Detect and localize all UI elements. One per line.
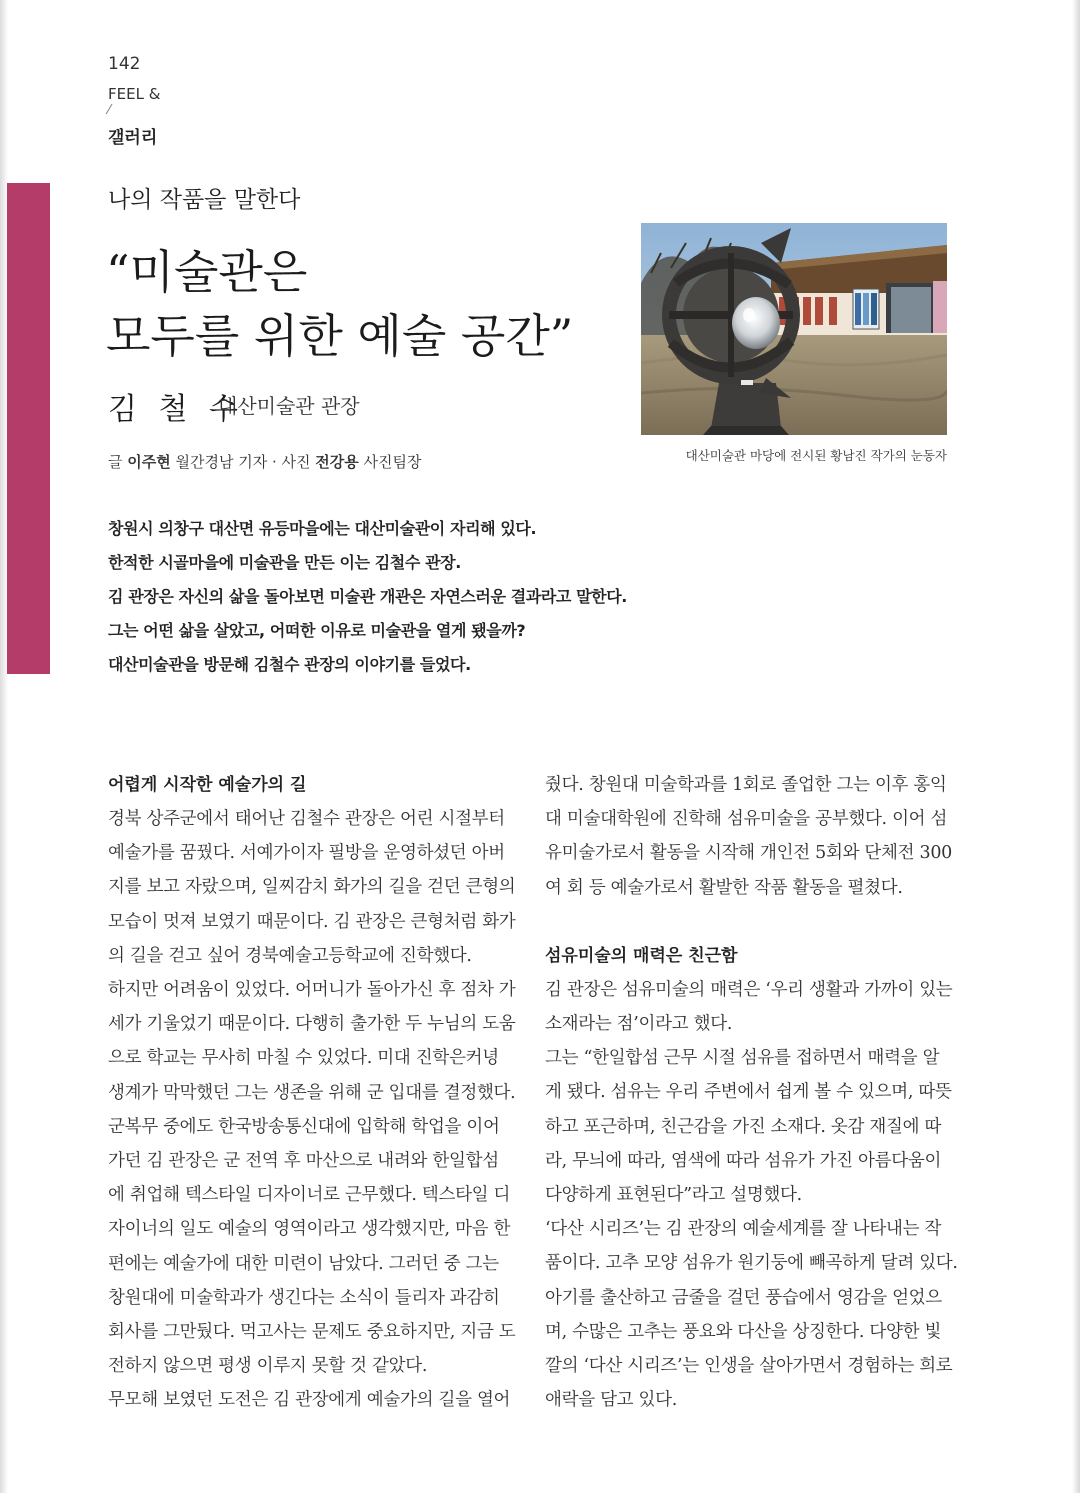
photo-caption: 대산미술관 마당에 전시된 황남진 작가의 눈동자	[685, 448, 947, 463]
article-title-line-1: “미술관은	[106, 245, 308, 299]
body-line: 대 미술대학원에 진학해 섬유미술을 공부했다. 이어 섬	[545, 809, 948, 830]
lead-line: 대산미술관을 방문해 김철수 관장의 이야기를 들었다.	[108, 655, 471, 674]
article-title	[106, 240, 573, 368]
person-role: 대산미술관 관장	[218, 394, 360, 418]
body-line: 경북 상주군에서 태어난 김철수 관장은 어린 시절부터	[108, 809, 505, 829]
body-line: 세가 기울었기 때문이다. 다행히 출가한 두 누님의 도움	[108, 1014, 516, 1035]
body-line: 창원대에 미술학과가 생긴다는 소식이 들리자 과감히	[108, 1287, 500, 1308]
page-edge-right	[1072, 0, 1080, 1493]
body-line: 품이다. 고추 모양 섬유가 원기둥에 빼곡하게 달려 있다.	[545, 1253, 958, 1274]
accent-bar	[7, 183, 50, 674]
paragraph-gap	[545, 905, 947, 939]
body-line: 애락을 담고 있다.	[545, 1390, 678, 1411]
article-kicker: 나의 작품을 말한다	[108, 187, 301, 213]
body-line: 의 길을 걷고 싶어 경북예술고등학교에 진학했다.	[108, 945, 472, 966]
body-line: 가던 김 관장은 군 전역 후 마산으로 내려와 한일합섬	[108, 1151, 499, 1172]
body-line: 유미술가로서 활동을 시작해 개인전 5회와 단체전 300	[545, 843, 953, 864]
body-line: 게 됐다. 섬유는 우리 주변에서 쉽게 볼 수 있으며, 따뜻	[545, 1082, 952, 1103]
body-line: 모습이 멋져 보였기 때문이다. 김 관장은 큰형처럼 화가	[108, 911, 516, 932]
section-divider: ⁄	[108, 103, 111, 118]
body-line: 하고 포근하며, 친근감을 가진 소재다. 옷감 재질에 따	[545, 1116, 942, 1137]
body-line: 깔의 ‘다산 시리즈’는 인생을 살아가면서 경험하는 희로	[545, 1356, 953, 1377]
body-line: 군복무 중에도 한국방송통신대에 입학해 학업을 이어	[108, 1116, 500, 1137]
body-line: 에 취업해 텍스타일 디자이너로 근무했다. 텍스타일 디	[108, 1185, 511, 1206]
credit-writer-name: 이주현	[127, 453, 171, 471]
body-line: 다양하게 표현된다”라고 설명했다.	[545, 1185, 802, 1206]
lead-line: 한적한 시골마을에 미술관을 만든 이는 김철수 관장.	[108, 553, 461, 572]
article-lead	[108, 512, 668, 682]
credit-writer-role: 월간경남 기자 · 사진	[170, 453, 316, 471]
body-line: 회사를 그만뒀다. 먹고사는 문제도 중요하지만, 지금 도	[108, 1322, 516, 1343]
body-line: 며, 수많은 고추는 풍요와 다산을 상징한다. 다양한 빛	[545, 1321, 942, 1342]
lead-line: 그는 어떤 삶을 살았고, 어떠한 이유로 미술관을 열게 됐을까?	[108, 621, 526, 640]
body-line: ‘다산 시리즈’는 김 관장의 예술세계를 잘 나타내는 작	[545, 1219, 942, 1240]
credit-writer-prefix: 글	[108, 453, 128, 471]
body-line: 무모해 보였던 도전은 김 관장에게 예술가의 길을 열어	[108, 1390, 511, 1411]
lead-line: 김 관장은 자신의 삶을 돌아보면 미술관 개관은 자연스러운 결과라고 말한다.	[108, 587, 627, 606]
subheading-fiber-art: 섬유미술의 매력은 친근함	[545, 945, 738, 966]
body-column-left	[108, 768, 516, 1418]
body-line: 하지만 어려움이 있었다. 어머니가 돌아가신 후 점차 가	[108, 980, 516, 1001]
body-line: 생계가 막막했던 그는 생존을 위해 군 입대를 결정했다.	[108, 1082, 516, 1103]
subheading-hardship: 어렵게 시작한 예술가의 길	[108, 775, 307, 795]
body-line: 전하지 않으면 평생 이루지 못할 것 같았다.	[108, 1356, 428, 1377]
section-label-ko: 갤러리	[108, 128, 158, 148]
body-line: 줬다. 창원대 미술학과를 1회로 졸업한 그는 이후 홍익	[545, 775, 947, 795]
sculpture-photo	[641, 223, 947, 435]
body-line: 자이너의 일도 예술의 영역이라고 생각했지만, 마음 한	[108, 1219, 511, 1240]
person-name: 김 철 수	[108, 392, 245, 427]
body-column-right	[545, 768, 958, 1417]
body-line: 그는 “한일합섬 근무 시절 섬유를 접하면서 매력을 알	[545, 1048, 940, 1069]
body-line: 김 관장은 섬유미술의 매력은 ‘우리 생활과 가까이 있는	[545, 979, 953, 1000]
credit-photographer-name: 전강용	[315, 453, 359, 471]
lead-line: 창원시 의창구 대산면 유등마을에는 대산미술관이 자리해 있다.	[108, 519, 537, 538]
body-line: 여 회 등 예술가로서 활발한 작품 활동을 펼쳤다.	[545, 877, 903, 898]
article-credit	[108, 451, 422, 472]
credit-photographer-role: 사진팀장	[358, 453, 422, 471]
body-line: 으로 학교는 무사히 마칠 수 있었다. 미대 진학은커녕	[108, 1048, 499, 1069]
body-line: 라, 무늬에 따라, 염색에 따라 섬유가 가진 아름다움이	[545, 1150, 942, 1171]
body-line: 지를 보고 자랐으며, 일찌감치 화가의 길을 걷던 큰형의	[108, 877, 516, 898]
body-line: 소재라는 점’이라고 했다.	[545, 1014, 733, 1035]
body-line: 예술가를 꿈꿨다. 서예가이자 필방을 운영하셨던 아버	[108, 843, 505, 864]
section-label-en: FEEL &	[108, 85, 161, 103]
page-number: 142	[108, 54, 141, 74]
body-line: 아기를 출산하고 금줄을 걸던 풍습에서 영감을 얻었으	[545, 1287, 942, 1308]
body-line: 편에는 예술가에 대한 미련이 남았다. 그러던 중 그는	[108, 1253, 499, 1274]
article-title-line-2: 모두를 위한 예술 공간”	[106, 309, 574, 363]
